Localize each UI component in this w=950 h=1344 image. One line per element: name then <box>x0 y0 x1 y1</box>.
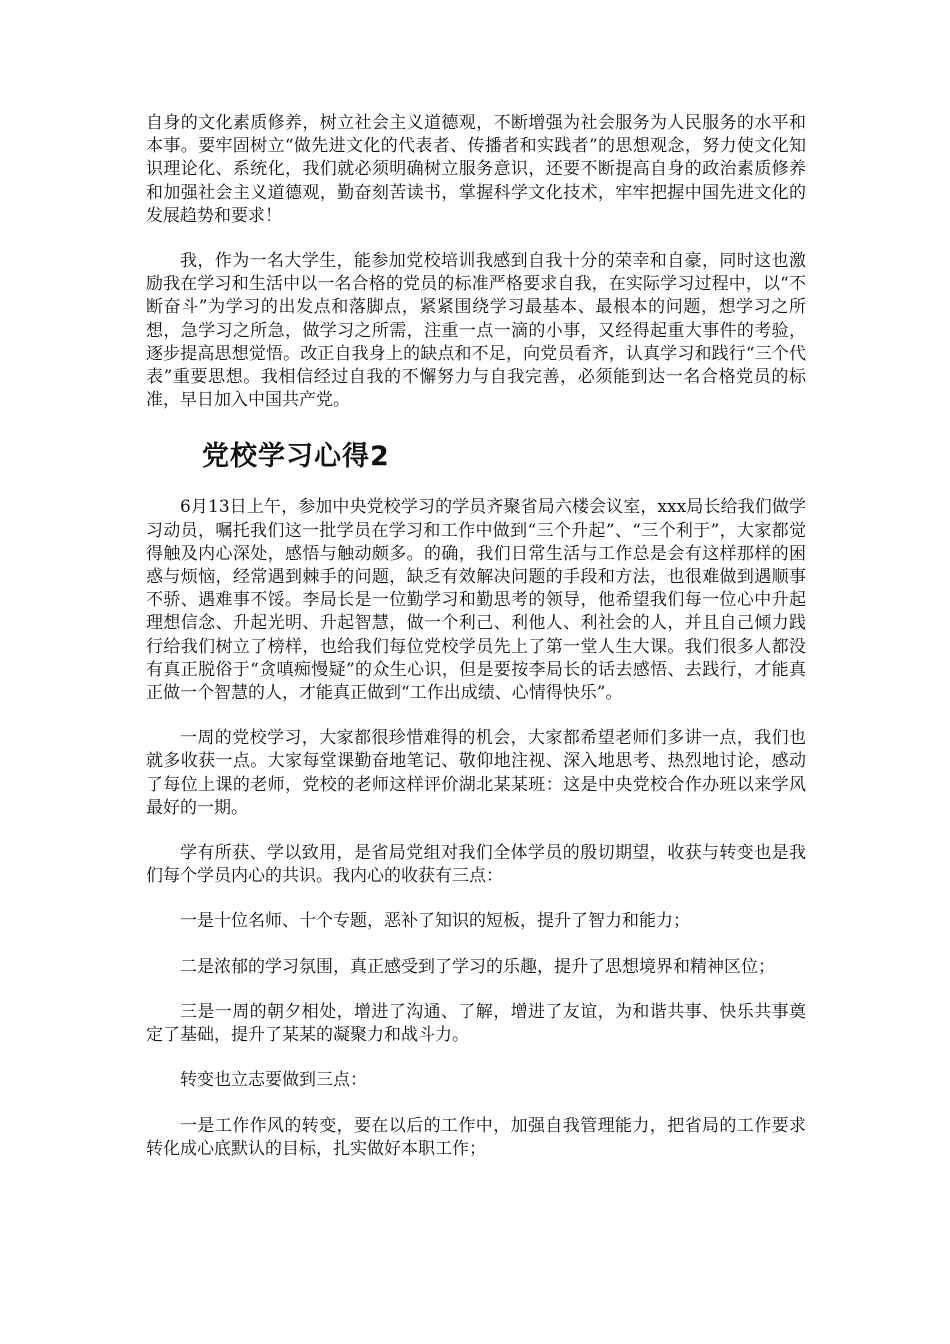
document-page <box>146 112 806 1161</box>
paragraph-changes-intro: 转变也立志要做到三点： <box>180 1070 367 1091</box>
paragraph-gain-two: 二是浓郁的学习氛围，真正感受到了学习的乐趣，提升了思想境界和精神区位； <box>180 956 775 977</box>
paragraph-gain-one: 一是十位名师、十个专题，恶补了知识的短板，提升了智力和能力； <box>180 911 690 932</box>
paragraph-student-reflection: 我，作为一名大学生，能参加党校培训我感到自我十分的荣幸和自豪，同时这也激励我在学习和生活中以一名合格的党员的标准严格要求自我，在实际学习过程中，以“不断奋斗”为学习的出发点和落脚点，紧紧围绕学习最基本、最根本的问题，想学习之所想，急学习之所急，做学习之所需，注重一点一滴的小事，又经得起重大事件的考验，逐步提高思想觉悟。改正自我身上的缺点和不足，向党员看齐，认真学习和践行“三个代表”重要思想。我相信经过自我的不懈努力与自我完善，必须能到达一名合格党员的标准，早日加入中国共产党。 <box>146 251 806 411</box>
paragraph-change-one: 一是工作作风的转变，要在以后的工作中，加强自我管理能力，把省局的工作要求转化成心底默认的目标，扎实做好本职工作； <box>146 1115 806 1159</box>
paragraph-gain-three: 三是一周的朝夕相处，增进了沟通、了解，增进了友谊，为和谐共事、快乐共事奠定了基础，提升了某某的凝聚力和战斗力。 <box>146 1001 806 1046</box>
paragraph-continuation: 自身的文化素质修养，树立社会主义道德观，不断增强为社会服务为人民服务的水平和本事。要牢固树立“做先进文化的代表者、传播者和实践者”的思想观念，努力使文化知识理论化、系统化，我们就必须明确树立服务意识，还要不断提高自身的政治素质修养和加强社会主义道德观，勤奋刻苦读书，掌握科学文化技术，牢牢把握中国先进文化的发展趋势和要求！ <box>146 113 806 226</box>
section-heading: 党校学习心得2 <box>202 441 390 473</box>
paragraph-gains-intro: 学有所获、学以致用，是省局党组对我们全体学员的殷切期望，收获与转变也是我们每个学员内心的共识。我内心的收获有三点： <box>146 843 806 887</box>
paragraph-one-week-study: 一周的党校学习，大家都很珍惜难得的机会，大家都希望老师们多讲一点，我们也就多收获一点。大家每堂课勤奋地笔记、敬仰地注视、深入地思考、热烈地讨论，感动了每位上课的老师，党校的老师这样评价湖北某某班：这是中央党校合作办班以来学风最好的一期。 <box>146 728 806 818</box>
paragraph-june-13: 6月13日上午，参加中央党校学习的学员齐聚省局六楼会议室，xxx局长给我们做学习动员，嘱托我们这一批学员在学习和工作中做到“三个升起”、“三个利于”，大家都觉得触及内心深处，感悟与触动颇多。的确，我们日常生活与工作总是会有这样那样的困惑与烦恼，经常遇到棘手的问题，缺乏有效解决问题的手段和方法，也很难做到遇顺事不骄、遇难事不馁。李局长是一位勤学习和勤思考的领导，他希望我们每一位心中升起理想信念、升起光明、升起智慧，做一个利己、利他人、利社会的人，并且自己倾力践行给我们树立了榜样，也给我们每位党校学员先上了第一堂人生大课。我们很多人都没有真正脱俗于“贪嗔痴慢疑”的众生心识，但是要按李局长的话去感悟、去践行，才能真正做一个智慧的人，才能真正做到“工作出成绩、心情得快乐”。 <box>146 497 806 704</box>
